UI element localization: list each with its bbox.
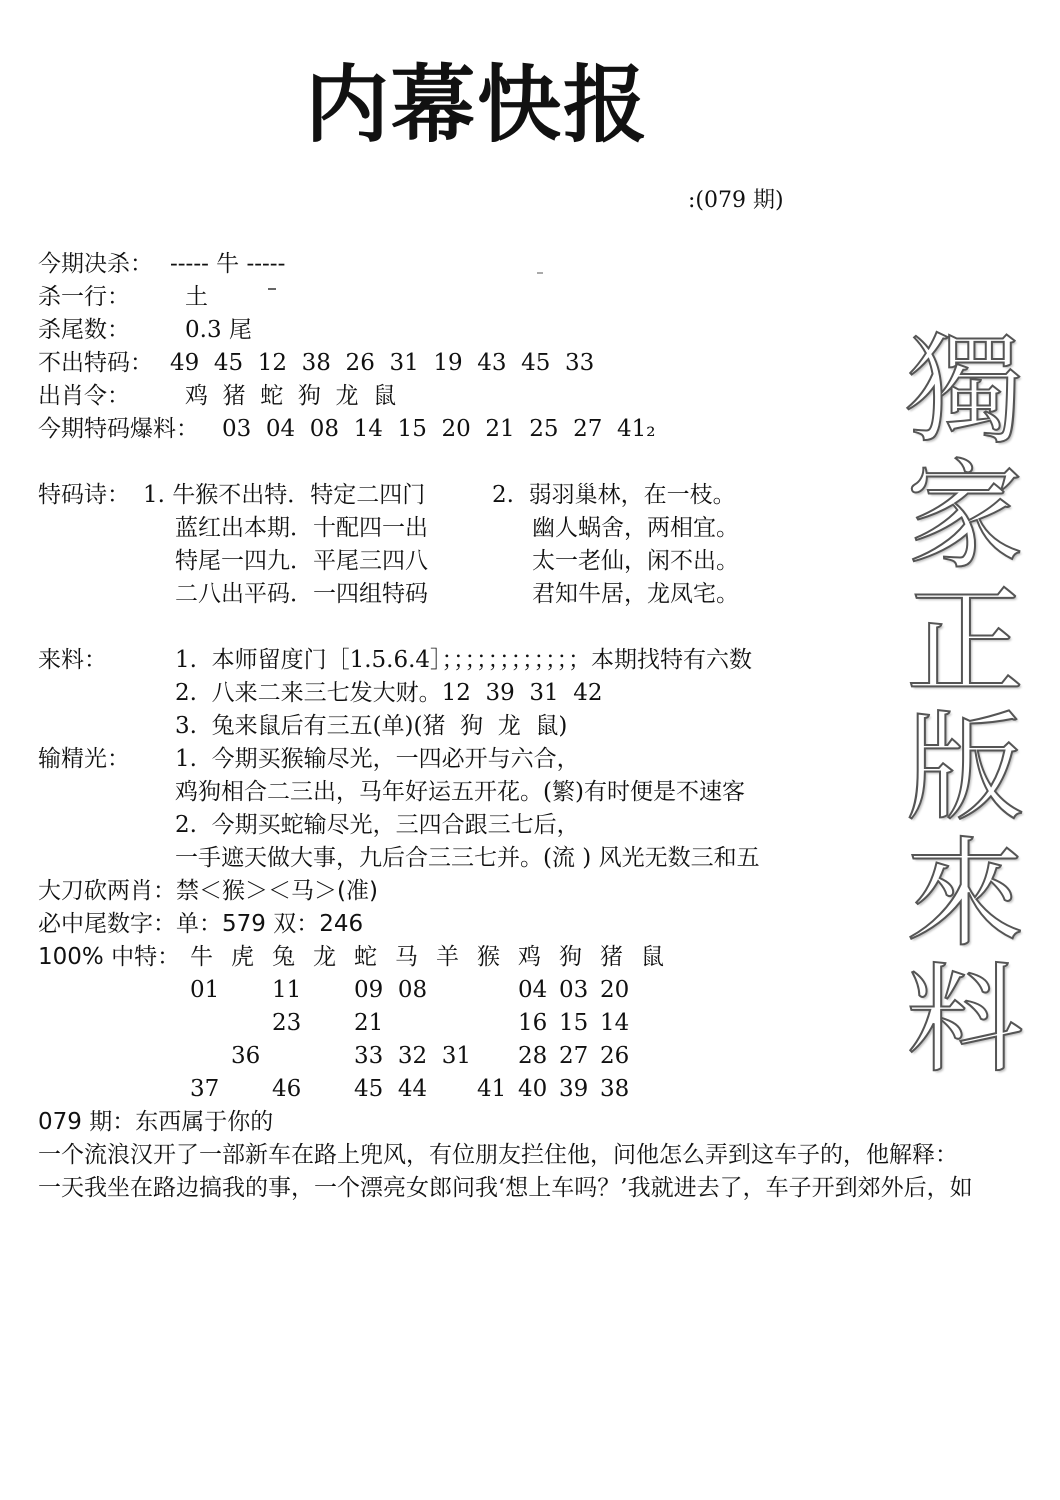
info-label-element: 杀一行： xyxy=(38,284,130,310)
exclusive-edition-stamp xyxy=(895,321,1035,1089)
poem-left-line: 蓝红出本期．十配四一出 xyxy=(175,515,428,541)
lose-line: 2. 今期买蛇输尽光，三四合跟三七后， xyxy=(175,812,580,838)
zodiac-animal: 鼠 xyxy=(641,944,664,970)
zodiac-number: 14 xyxy=(600,1010,630,1036)
zodiac-number: 37 xyxy=(190,1076,220,1102)
zodiac-animal: 狗 xyxy=(559,944,582,970)
zodiac-number: 16 xyxy=(518,1010,548,1036)
poem-right-line: 君知牛居，龙凤宅。 xyxy=(532,581,739,607)
zodiac-number: 28 xyxy=(518,1043,548,1069)
zodiac-number: 21 xyxy=(354,1010,384,1036)
side-char: 來 xyxy=(905,825,1024,963)
info-value-kill: ----- 牛 ----- xyxy=(170,251,286,277)
issue-number: :(079 期) xyxy=(688,188,784,213)
lose-line: 鸡狗相合二三出，马年好运五开花。(繁)有时便是不速客 xyxy=(175,779,745,805)
lose-line: 1. 今期买猴输尽光，一四必开与六合， xyxy=(175,746,580,772)
zodiac-number: 11 xyxy=(272,977,302,1003)
zodiac-number: 20 xyxy=(600,977,630,1003)
zodiac-animal: 猴 xyxy=(477,944,500,970)
source-item: 3. 兔来鼠后有三五(单)(猪 狗 龙 鼠) xyxy=(175,713,568,739)
zodiac-label: 100% 中特： xyxy=(38,944,181,970)
zodiac-animal: 牛 xyxy=(190,944,213,970)
zodiac-number: 46 xyxy=(272,1076,302,1102)
zodiac-number: 38 xyxy=(600,1076,630,1102)
zodiac-animal: 虎 xyxy=(231,944,254,970)
zodiac-number: 45 44 xyxy=(354,1076,428,1102)
zodiac-animal: 羊 xyxy=(436,944,459,970)
info-label-tail: 杀尾数： xyxy=(38,317,130,343)
zodiac-number: 26 xyxy=(600,1043,630,1069)
side-char: 正 xyxy=(905,573,1024,711)
zodiac-number: 41 xyxy=(477,1076,507,1102)
zodiac-animal: 蛇 xyxy=(354,944,377,970)
must-hit-tail: 必中尾数字：单：579 双：246 xyxy=(38,911,364,937)
info-value-element: 土 xyxy=(185,284,208,310)
poem-right-line: 幽人蜗舍，两相宜。 xyxy=(532,515,739,541)
zodiac-number: 27 xyxy=(559,1043,589,1069)
zodiac-number: 15 xyxy=(559,1010,589,1036)
zodiac-number: 33 32 31 xyxy=(354,1043,472,1069)
source-item: 2. 八来二来三七发大财。12 39 31 42 xyxy=(175,680,603,706)
source-label: 来料： xyxy=(38,647,107,673)
story-line: 一个流浪汉开了一部新车在路上兜风，有位朋友拦住他，问他怎么弄到这车子的，他解释： xyxy=(38,1142,958,1168)
two-zodiac-ban: 大刀砍两肖：禁＜猴＞＜马＞(准) xyxy=(38,878,378,904)
scan-mark xyxy=(537,272,543,274)
story-line: 一天我坐在路边搞我的事，一个漂亮女郎问我‘想上车吗？’我就进去了，车子开到郊外后，如 xyxy=(38,1175,973,1201)
poem-left-line: 1. 牛猴不出特．特定二四门 xyxy=(143,482,426,508)
zodiac-number: 40 xyxy=(518,1076,548,1102)
zodiac-number: 39 xyxy=(559,1076,589,1102)
zodiac-number: 23 xyxy=(272,1010,302,1036)
story-title: 079 期：东西属于你的 xyxy=(38,1109,274,1135)
lose-label: 输精光： xyxy=(38,746,130,772)
side-char: 料 xyxy=(905,951,1024,1089)
info-label-kill: 今期决杀： xyxy=(38,251,153,277)
zodiac-number: 04 xyxy=(518,977,548,1003)
zodiac-animal: 马 xyxy=(395,944,418,970)
zodiac-number: 01 xyxy=(190,977,220,1003)
zodiac-animal: 鸡 xyxy=(518,944,541,970)
side-char: 版 xyxy=(905,699,1024,837)
zodiac-number: 03 xyxy=(559,977,589,1003)
poem-right-line: 太一老仙，闲不出。 xyxy=(532,548,739,574)
side-char: 家 xyxy=(905,447,1024,585)
info-value-zodiac-order: 鸡 猪 蛇 狗 龙 鼠 xyxy=(185,383,397,409)
source-item: 1. 本师留度门［1.5.6.4］；；；；；；；；；；；；本期找特有六数 xyxy=(175,647,753,673)
poem-left-line: 特尾一四九．平尾三四八 xyxy=(175,548,428,574)
info-value-tail: 0.3 尾 xyxy=(185,317,252,343)
zodiac-animal: 猪 xyxy=(600,944,623,970)
zodiac-number: 36 xyxy=(231,1043,261,1069)
poem-left-line: 二八出平码．一四组特码 xyxy=(175,581,428,607)
lose-line: 一手遮天做大事，九后合三三七并。(流 ) 风光无数三和五 xyxy=(175,845,760,871)
info-value-reveal: 03 04 08 14 15 20 21 25 27 41₂ xyxy=(222,416,656,442)
side-char: 獨 xyxy=(905,321,1024,459)
poem-label: 特码诗： xyxy=(38,482,130,508)
poem-right-line: 2. 弱羽巢林，在一枝。 xyxy=(492,482,736,508)
zodiac-number: 09 08 xyxy=(354,977,428,1003)
info-label-reveal: 今期特码爆料： xyxy=(38,416,199,442)
info-value-exclude: 49 45 12 38 26 31 19 43 45 33 xyxy=(170,350,595,376)
zodiac-animal: 兔 xyxy=(272,944,295,970)
page-title: 内幕快报 xyxy=(305,56,650,154)
info-label-zodiac-order: 出肖令： xyxy=(38,383,130,409)
scan-mark xyxy=(268,288,276,290)
info-label-exclude: 不出特码： xyxy=(38,350,153,376)
zodiac-animal: 龙 xyxy=(313,944,336,970)
